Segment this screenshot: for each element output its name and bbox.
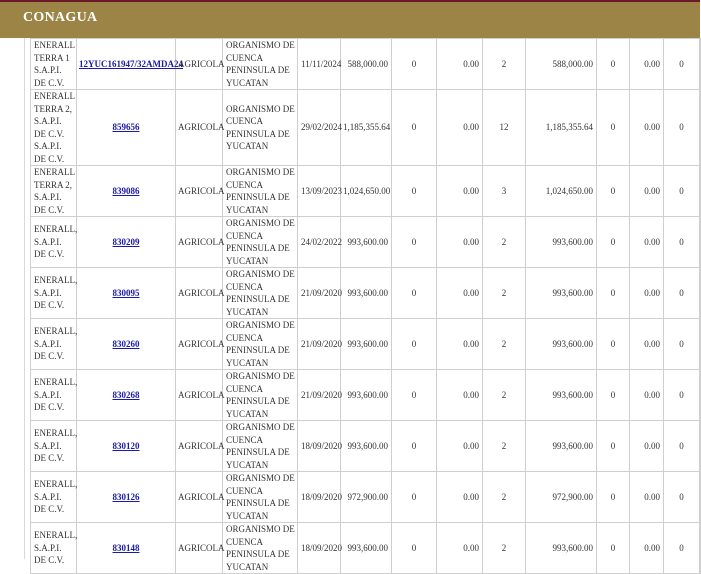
count-cell: 0: [392, 217, 437, 268]
annex-count-cell: 2: [483, 472, 526, 523]
count-cell-2: 0: [597, 370, 630, 421]
title-number-link[interactable]: 839086: [112, 185, 140, 196]
table-row: [31, 166, 701, 217]
table-row: [31, 523, 701, 574]
count-cell-3: 0: [664, 370, 700, 421]
use-cell: AGRICOLA: [176, 90, 223, 166]
count-cell: 0: [392, 90, 437, 166]
count-cell-2: 0: [597, 268, 630, 319]
table-row: [31, 268, 701, 319]
count-cell-2: 0: [597, 217, 630, 268]
annex-count-cell: 3: [483, 166, 526, 217]
use-cell: AGRICOLA: [176, 319, 223, 370]
decimal-cell: 0.00: [437, 421, 483, 472]
decimal-cell-2: 0.00: [630, 39, 664, 90]
volume-cell: 993,600.00: [341, 268, 392, 319]
basin-organism-cell: ORGANISMO DE CUENCA PENINSULA DE YUCATAN: [223, 421, 298, 472]
use-cell: AGRICOLA: [176, 166, 223, 217]
decimal-cell-2: 0.00: [630, 166, 664, 217]
holder-name-cell: ENERALL, S.A.P.I. DE C.V.: [31, 370, 77, 421]
registration-date-cell: 29/02/2024: [298, 90, 341, 166]
title-number-link[interactable]: 830260: [112, 338, 140, 349]
use-cell: AGRICOLA: [176, 370, 223, 421]
holder-name-cell: ENERALL TERRA 1 S.A.P.I. DE C.V.: [31, 39, 77, 90]
decimal-cell-2: 0.00: [630, 472, 664, 523]
holder-name-cell: ENERALL, S.A.P.I. DE C.V.: [31, 319, 77, 370]
title-number-cell: [77, 421, 176, 472]
title-number-link[interactable]: 830209: [112, 236, 140, 247]
count-cell-2: 0: [597, 421, 630, 472]
table-row: [31, 421, 701, 472]
holder-name-cell: ENERALL, S.A.P.I. DE C.V.: [31, 523, 77, 574]
basin-organism-cell: ORGANISMO DE CUENCA PENINSULA DE YUCATAN: [223, 523, 298, 574]
basin-organism-cell: ORGANISMO DE CUENCA PENINSULA DE YUCATAN: [223, 166, 298, 217]
title-number-link[interactable]: 830268: [112, 389, 140, 400]
volume-cell: 588,000.00: [341, 39, 392, 90]
table-row: [31, 319, 701, 370]
basin-organism-cell: ORGANISMO DE CUENCA PENINSULA DE YUCATAN: [223, 319, 298, 370]
volume-cell: 993,600.00: [341, 421, 392, 472]
title-number-cell: [77, 319, 176, 370]
holder-name-cell: ENERALL, S.A.P.I. DE C.V.: [31, 217, 77, 268]
spacer-cell: [700, 90, 701, 166]
count-cell-2: 0: [597, 472, 630, 523]
registration-date-cell: 21/09/2020: [298, 370, 341, 421]
left-margin: [0, 38, 25, 559]
title-number-cell: [77, 217, 176, 268]
basin-organism-cell: ORGANISMO DE CUENCA PENINSULA DE YUCATAN: [223, 268, 298, 319]
decimal-cell: 0.00: [437, 217, 483, 268]
site-header: [0, 0, 700, 38]
count-cell-2: 0: [597, 39, 630, 90]
title-number-link[interactable]: 830126: [112, 491, 140, 502]
total-volume-cell: 993,600.00: [526, 217, 597, 268]
annex-count-cell: 12: [483, 90, 526, 166]
annex-count-cell: 2: [483, 523, 526, 574]
decimal-cell: 0.00: [437, 523, 483, 574]
total-volume-cell: 1,024,650.00: [526, 166, 597, 217]
decimal-cell-2: 0.00: [630, 370, 664, 421]
holder-name-cell: ENERALL, S.A.P.I. DE C.V.: [31, 421, 77, 472]
decimal-cell: 0.00: [437, 39, 483, 90]
count-cell-3: 0: [664, 523, 700, 574]
annex-count-cell: 2: [483, 421, 526, 472]
decimal-cell: 0.00: [437, 90, 483, 166]
title-number-cell: [77, 90, 176, 166]
decimal-cell-2: 0.00: [630, 523, 664, 574]
registration-date-cell: 13/09/2023: [298, 166, 341, 217]
annex-count-cell: 2: [483, 39, 526, 90]
use-cell: AGRICOLA: [176, 523, 223, 574]
use-cell: AGRICOLA: [176, 39, 223, 90]
holder-name-cell: ENERALL TERRA 2, S.A.P.I. DE C.V.: [31, 166, 77, 217]
title-number-cell: [77, 472, 176, 523]
count-cell-3: 0: [664, 472, 700, 523]
title-number-cell: [77, 523, 176, 574]
annex-count-cell: 2: [483, 217, 526, 268]
annex-count-cell: 2: [483, 319, 526, 370]
volume-cell: 993,600.00: [341, 217, 392, 268]
count-cell-3: 0: [664, 319, 700, 370]
total-volume-cell: 993,600.00: [526, 319, 597, 370]
count-cell-3: 0: [664, 90, 700, 166]
total-volume-cell: 1,185,355.64: [526, 90, 597, 166]
decimal-cell-2: 0.00: [630, 421, 664, 472]
count-cell: 0: [392, 166, 437, 217]
registration-date-cell: 18/09/2020: [298, 421, 341, 472]
count-cell-2: 0: [597, 166, 630, 217]
volume-cell: 972,900.00: [341, 472, 392, 523]
decimal-cell-2: 0.00: [630, 268, 664, 319]
decimal-cell-2: 0.00: [630, 319, 664, 370]
site-title[interactable]: CONAGUA: [23, 10, 98, 25]
title-number-link[interactable]: 859656: [112, 122, 140, 133]
count-cell: 0: [392, 421, 437, 472]
spacer-cell: [700, 166, 701, 217]
volume-cell: 993,600.00: [341, 370, 392, 421]
spacer-cell: [700, 472, 701, 523]
registration-date-cell: 21/09/2020: [298, 268, 341, 319]
table-row: [31, 217, 701, 268]
count-cell-2: 0: [597, 319, 630, 370]
basin-organism-cell: ORGANISMO DE CUENCA PENINSULA DE YUCATAN: [223, 90, 298, 166]
table-row: [31, 90, 701, 166]
annex-count-cell: 2: [483, 268, 526, 319]
total-volume-cell: 993,600.00: [526, 523, 597, 574]
table-row: [31, 472, 701, 523]
volume-cell: 993,600.00: [341, 523, 392, 574]
title-number-cell: [77, 268, 176, 319]
volume-cell: 993,600.00: [341, 319, 392, 370]
title-number-link[interactable]: 830095: [112, 287, 140, 298]
use-cell: AGRICOLA: [176, 268, 223, 319]
total-volume-cell: 972,900.00: [526, 472, 597, 523]
basin-organism-cell: ORGANISMO DE CUENCA PENINSULA DE YUCATAN: [223, 39, 298, 90]
table-row: [31, 39, 701, 90]
total-volume-cell: 993,600.00: [526, 421, 597, 472]
annex-count-cell: 2: [483, 370, 526, 421]
total-volume-cell: 993,600.00: [526, 370, 597, 421]
holder-name-cell: ENERALL TERRA 2, S.A.P.I. DE C.V. S.A.P.I. DE C.V.: [31, 90, 77, 166]
count-cell-2: 0: [597, 523, 630, 574]
results-table-container[interactable]: [30, 38, 700, 572]
spacer-cell: [700, 370, 701, 421]
count-cell-3: 0: [664, 39, 700, 90]
registration-date-cell: 24/02/2022: [298, 217, 341, 268]
volume-cell: 1,024,650.00: [341, 166, 392, 217]
spacer-cell: [700, 268, 701, 319]
total-volume-cell: 993,600.00: [526, 268, 597, 319]
holder-name-cell: ENERALL, S.A.P.I. DE C.V.: [31, 268, 77, 319]
decimal-cell: 0.00: [437, 268, 483, 319]
decimal-cell: 0.00: [437, 370, 483, 421]
volume-cell: 1,185,355.64: [341, 90, 392, 166]
count-cell: 0: [392, 523, 437, 574]
title-number-cell: [77, 39, 183, 90]
count-cell: 0: [392, 472, 437, 523]
count-cell-3: 0: [664, 421, 700, 472]
count-cell-3: 0: [664, 268, 700, 319]
use-cell: AGRICOLA: [176, 217, 223, 268]
title-number-cell: [77, 370, 176, 421]
registration-date-cell: 18/09/2020: [298, 472, 341, 523]
registration-date-cell: 11/11/2024: [298, 39, 341, 90]
count-cell: 0: [392, 319, 437, 370]
registration-date-cell: 18/09/2020: [298, 523, 341, 574]
decimal-cell-2: 0.00: [630, 217, 664, 268]
decimal-cell-2: 0.00: [630, 90, 664, 166]
title-number-link[interactable]: 12YUC161947/32AMDA24: [79, 58, 183, 69]
basin-organism-cell: ORGANISMO DE CUENCA PENINSULA DE YUCATAN: [223, 370, 298, 421]
count-cell-3: 0: [664, 217, 700, 268]
count-cell: 0: [392, 39, 437, 90]
title-number-link[interactable]: 830148: [112, 542, 140, 553]
holder-name-cell: ENERALL, S.A.P.I. DE C.V.: [31, 472, 77, 523]
left-divider: [24, 38, 25, 559]
results-table: [30, 38, 701, 574]
count-cell: 0: [392, 268, 437, 319]
count-cell: 0: [392, 370, 437, 421]
table-row: [31, 370, 701, 421]
title-number-link[interactable]: 830120: [112, 440, 140, 451]
spacer-cell: [700, 39, 701, 90]
registration-date-cell: 21/09/2020: [298, 319, 341, 370]
decimal-cell: 0.00: [437, 472, 483, 523]
decimal-cell: 0.00: [437, 166, 483, 217]
spacer-cell: [700, 421, 701, 472]
decimal-cell: 0.00: [437, 319, 483, 370]
title-number-cell: [77, 166, 176, 217]
basin-organism-cell: ORGANISMO DE CUENCA PENINSULA DE YUCATAN: [223, 217, 298, 268]
spacer-cell: [700, 217, 701, 268]
count-cell-2: 0: [597, 90, 630, 166]
total-volume-cell: 588,000.00: [526, 39, 597, 90]
spacer-cell: [700, 319, 701, 370]
spacer-cell: [700, 523, 701, 574]
count-cell-3: 0: [664, 166, 700, 217]
basin-organism-cell: ORGANISMO DE CUENCA PENINSULA DE YUCATAN: [223, 472, 298, 523]
use-cell: AGRICOLA: [176, 472, 223, 523]
use-cell: AGRICOLA: [176, 421, 223, 472]
